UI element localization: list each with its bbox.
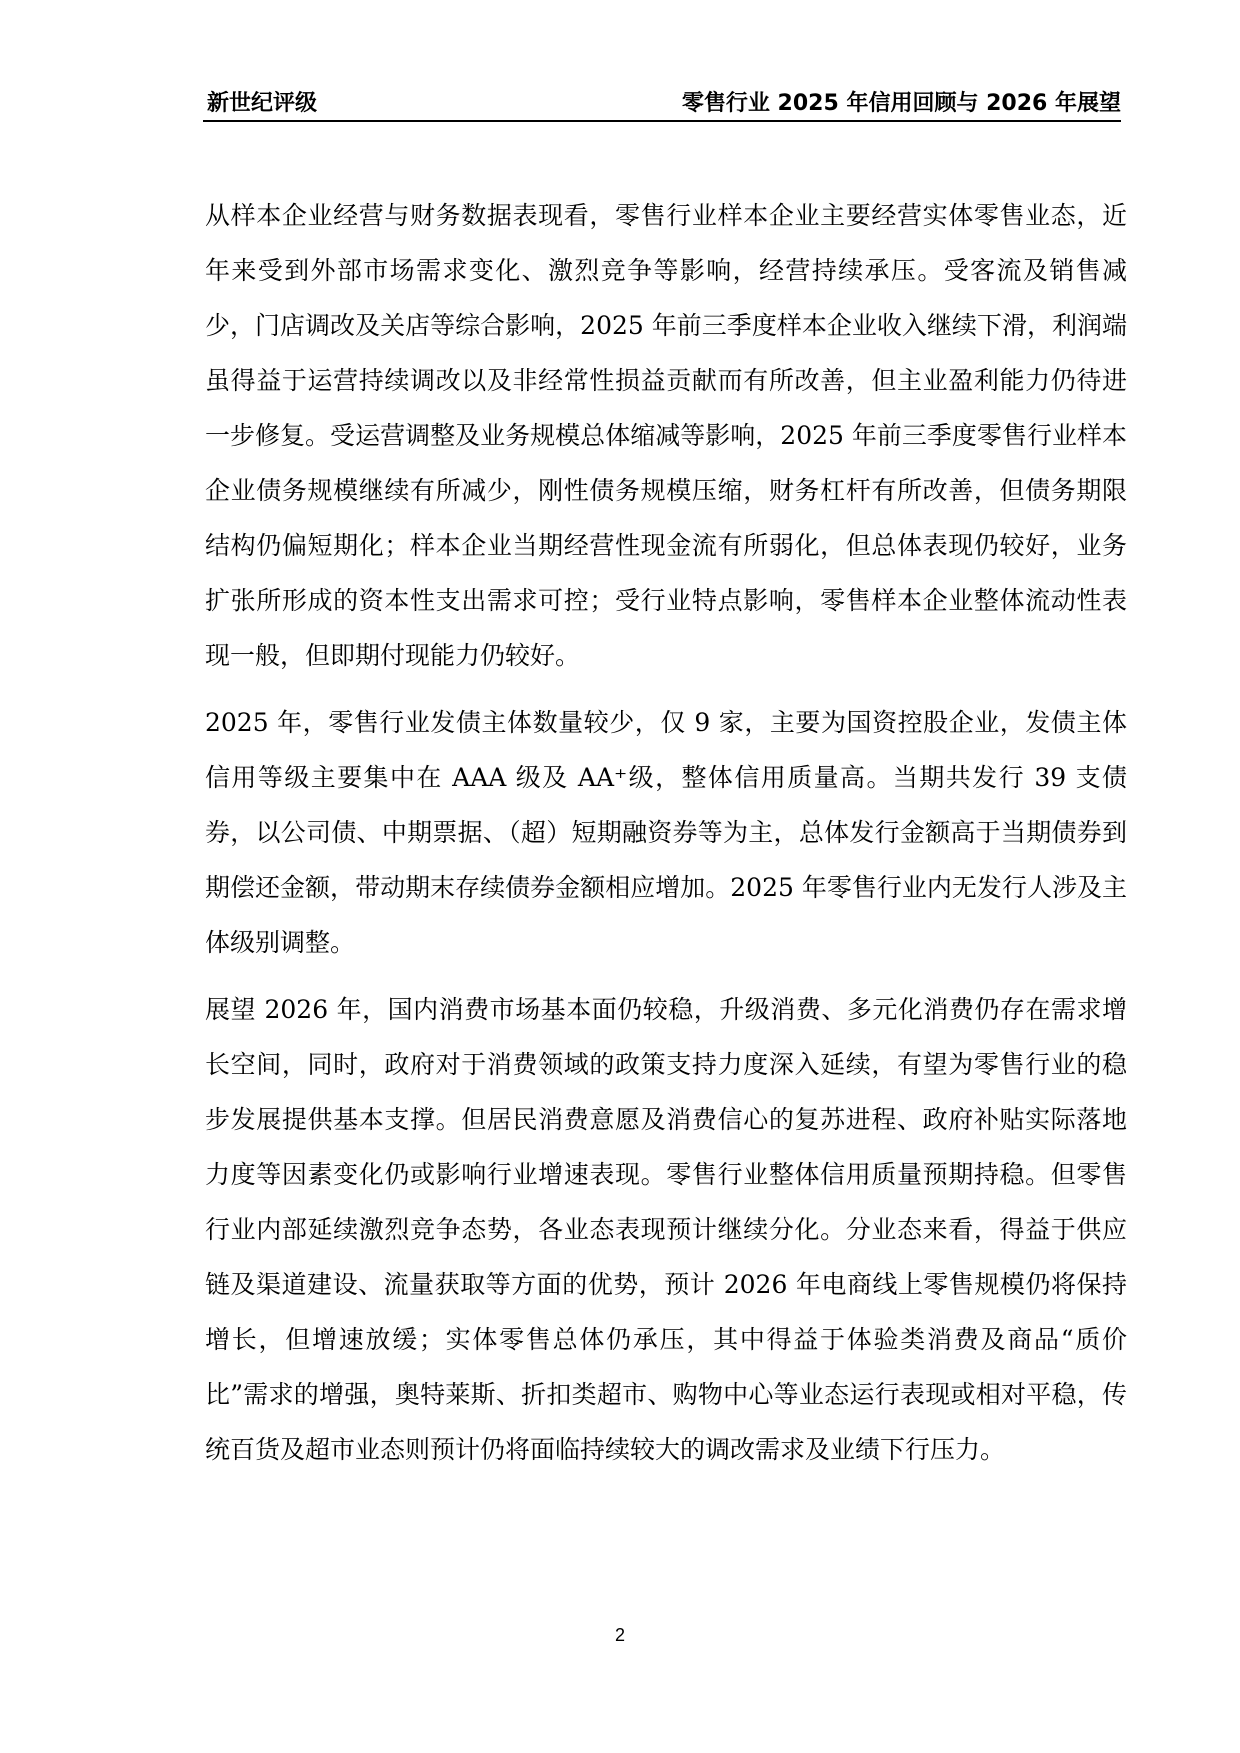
paragraph-bond-issuance: 2025 年，零售行业发债主体数量较少，仅 9 家，主要为国资控股企业，发债主体信用等级主要集中在 AAA 级及 AA⁺级，整体信用质量高。当期共发行 39 支债券，以公司债、中期票据、（超）短期融资券等为主，总体发行金额高于当期债券到期偿还金额，带动期末存续债券金额相应增加。2025 年零售行业内无发行人涉及主体级别调整。: [205, 708, 1127, 957]
page-number: 2: [614, 1625, 625, 1645]
header-publisher: 新世纪评级: [207, 91, 318, 116]
paragraph-sample-analysis: 从样本企业经营与财务数据表现看，零售行业样本企业主要经营实体零售业态，近年来受到外部市场需求变化、激烈竞争等影响，经营持续承压。受客流及销售减少，门店调改及关店等综合影响，2025 年前三季度样本企业收入继续下滑，利润端虽得益于运营持续调改以及非经常性损益贡献而有所改善，但主业盈利能力仍待进一步修复。受运营调整及业务规模总体缩减等影响，2025 年前三季度零售行业样本企业债务规模继续有所减少，刚性债务规模压缩，财务杠杆有所改善，但债务期限结构仍偏短期化；样本企业当期经营性现金流有所弱化，但总体表现仍较好，业务扩张所形成的资本性支出需求可控；受行业特点影响，零售样本企业整体流动性表现一般，但即期付现能力仍较好。: [205, 201, 1127, 670]
paragraph-outlook-2026: 展望 2026 年，国内消费市场基本面仍较稳，升级消费、多元化消费仍存在需求增长空间，同时，政府对于消费领域的政策支持力度深入延续，有望为零售行业的稳步发展提供基本支撑。但居民消费意愿及消费信心的复苏进程、政府补贴实际落地力度等因素变化仍或影响行业增速表现。零售行业整体信用质量预期持稳。但零售行业内部延续激烈竞争态势，各业态表现预计继续分化。分业态来看，得益于供应链及渠道建设、流量获取等方面的优势，预计 2026 年电商线上零售规模仍将保持增长，但增速放缓；实体零售总体仍承压，其中得益于体验类消费及商品“质价比”需求的增强，奥特莱斯、折扣类超市、购物中心等业态运行表现或相对平稳，传统百货及超市业态则预计仍将面临持续较大的调改需求及业绩下行压力。: [205, 995, 1127, 1464]
header-report-title: 零售行业 2025 年信用回顾与 2026 年展望: [681, 91, 1121, 116]
running-header: [203, 82, 1121, 122]
report-body: [205, 188, 1127, 1489]
